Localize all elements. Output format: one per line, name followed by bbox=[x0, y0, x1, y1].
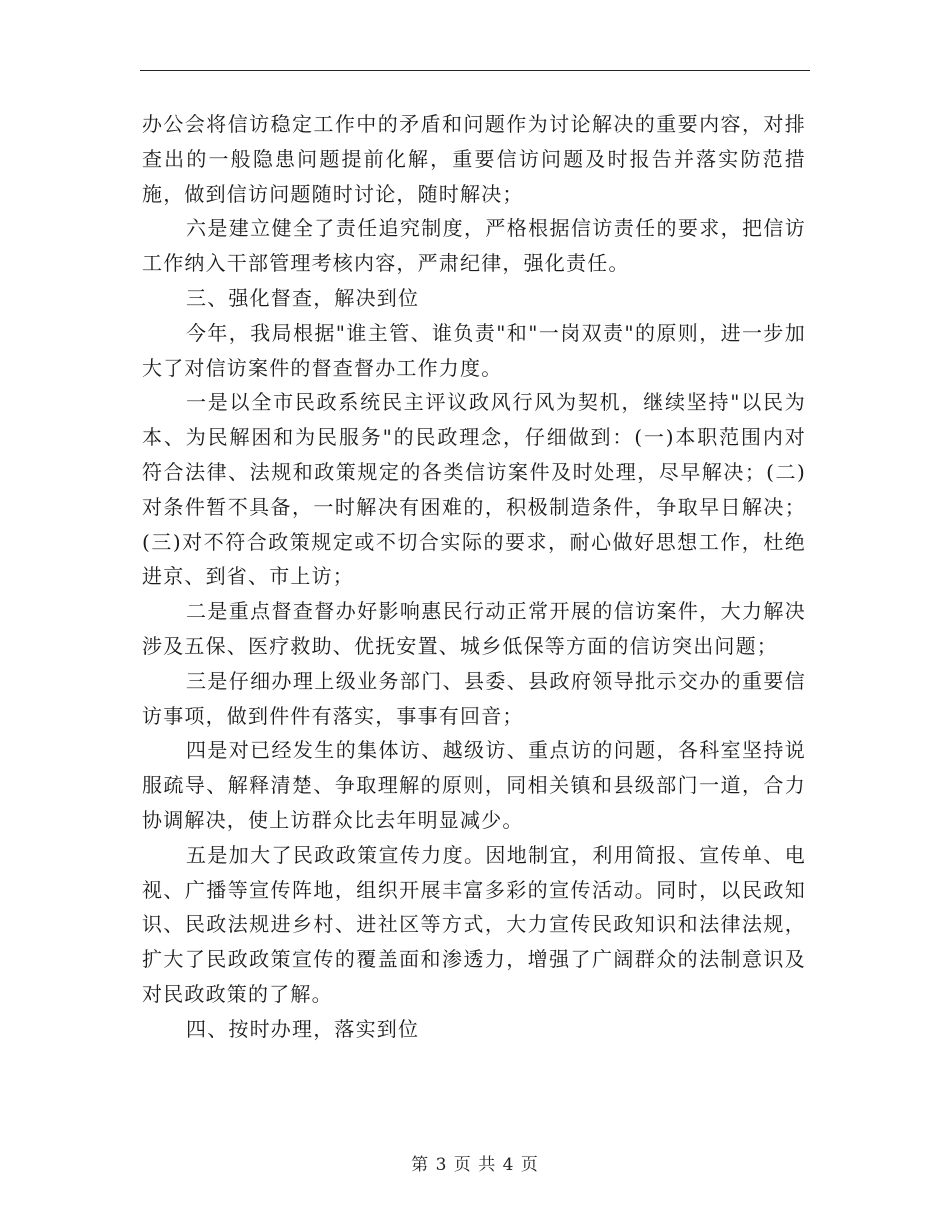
paragraph: 办公会将信访稳定工作中的矛盾和问题作为讨论解决的重要内容，对排查出的一般隐患问题提前化解，重要信访问题及时报告并落实防范措施，做到信访问题随时讨论，随时解决； bbox=[142, 112, 806, 206]
paragraph: 四是对已经发生的集体访、越级访、重点访的问题，各科室坚持说服疏导、解释清楚、争取理解的原则，同相关镇和县级部门一道，合力协调解决，使上访群众比去年明显减少。 bbox=[142, 738, 806, 832]
paragraph: 六是建立健全了责任追究制度，严格根据信访责任的要求，把信访工作纳入干部管理考核内容，严肃纪律，强化责任。 bbox=[142, 216, 806, 276]
section-heading: 三、强化督查，解决到位 bbox=[186, 285, 420, 310]
paragraph: 三是仔细办理上级业务部门、县委、县政府领导批示交办的重要信访事项，做到件件有落实，事事有回音； bbox=[142, 668, 806, 728]
header-rule bbox=[140, 70, 810, 71]
document-body bbox=[142, 107, 806, 1047]
paragraph: 二是重点督查督办好影响惠民行动正常开展的信访案件，大力解决涉及五保、医疗救助、优抚安置、城乡低保等方面的信访突出问题； bbox=[142, 599, 806, 658]
paragraph: 五是加大了民政政策宣传力度。因地制宜，利用简报、宣传单、电视、广播等宣传阵地，组织开展丰富多彩的宣传活动。同时，以民政知识、民政法规进乡村、进社区等方式，大力宣传民政知识和法律法规，扩大了民政政策宣传的覆盖面和渗透力，增强了广阔群众的法制意识及对民政政策的了解。 bbox=[142, 842, 806, 1006]
paragraph: 一是以全市民政系统民主评议政风行风为契机，继续坚持"以民为本、为民解困和为民服务"的民政理念，仔细做到：(一)本职范围内对符合法律、法规和政策规定的各类信访案件及时处理，尽早解决；(二)对条件暂不具备，一时解决有困难的，积极制造条件，争取早日解决；(三)对不符合政策规定或不切合实际的要求，耐心做好思想工作，杜绝进京、到省、市上访； bbox=[142, 390, 806, 589]
paragraph: 今年，我局根据"谁主管、谁负责"和"一岗双责"的原则，进一步加大了对信访案件的督查督办工作力度。 bbox=[142, 320, 806, 380]
section-heading: 四、按时办理，落实到位 bbox=[186, 1016, 420, 1041]
page-number-footer: 第 3 页 共 4 页 bbox=[411, 1155, 539, 1175]
